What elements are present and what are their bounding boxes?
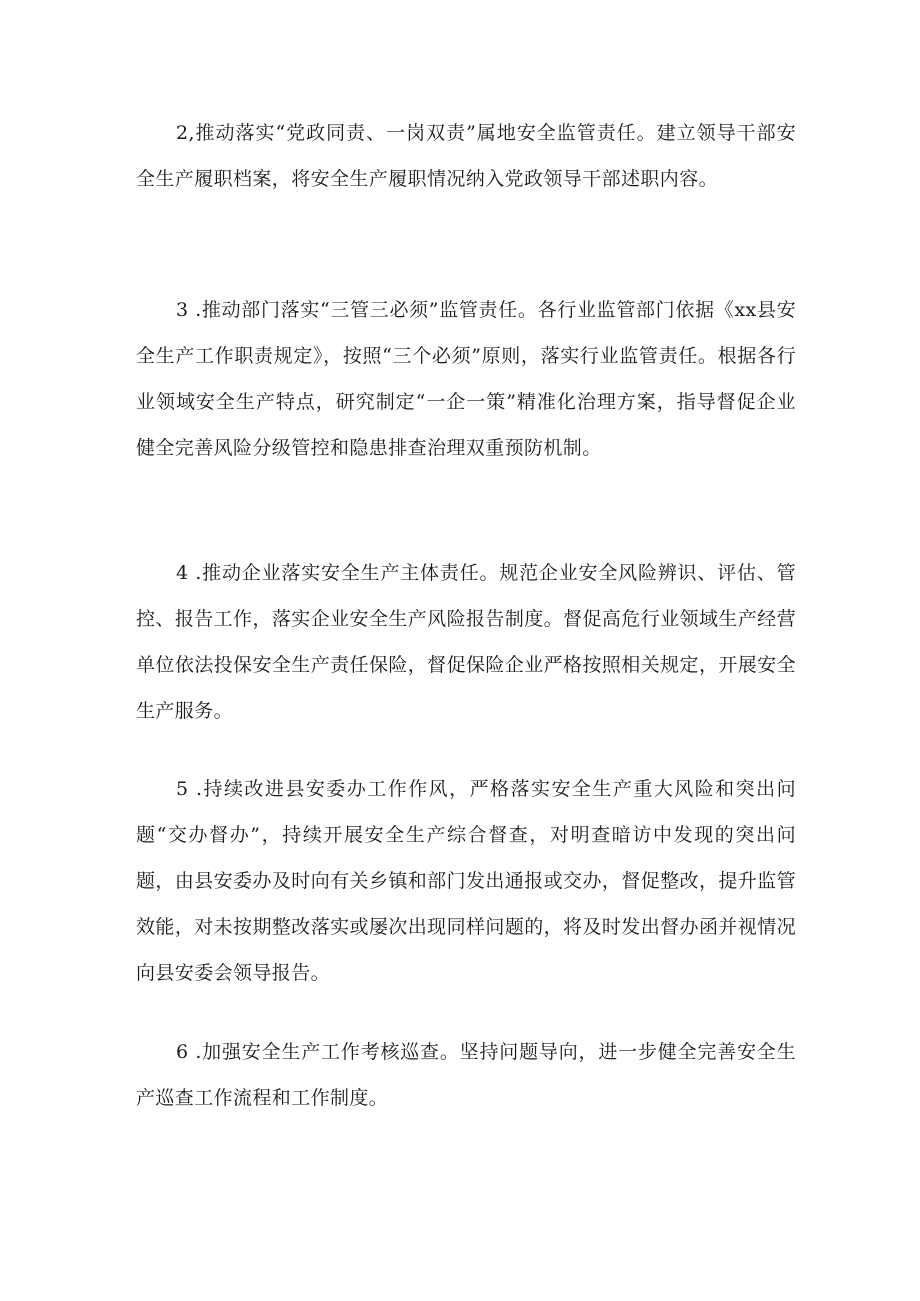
paragraph-item-3: 3 .推动部门落实“三管三必须”监管责任。各行业监管部门依据《xx县安全生产工作职责规定》，按照“三个必须”原则，落实行业监管责任。根据各行业领域安全生产特点，研究制定“一企一策”精准化治理方案，指导督促企业健全完善风险分级管控和隐患排查治理双重预防机制。 — [136, 299, 796, 459]
paragraph-item-2: 2,推动落实“党政同责、一岗双责”属地安全监管责任。建立领导干部安全生产履职档案，将安全生产履职情况纳入党政领导干部述职内容。 — [136, 122, 796, 190]
paragraph-item-4: 4 .推动企业落实安全生产主体责任。规范企业安全风险辨识、评估、管控、报告工作，落实企业安全生产风险报告制度。督促高危行业领域生产经营单位依法投保安全生产责任保险，督促保险企业严格按照相关规定，开展安全生产服务。 — [136, 562, 796, 722]
paragraph-item-5: 5 .持续改进县安委办工作作风，严格落实安全生产重大风险和突出问题“交办督办”，持续开展安全生产综合督查，对明查暗访中发现的突出问题，由县安委办及时向有关乡镇和部门发出通报或交办，督促整改，提升监管效能，对未按期整改落实或屡次出现同样问题的，将及时发出督办函并视情况向县安委会领导报告。 — [136, 778, 796, 984]
paragraph-item-6: 6 .加强安全生产工作考核巡查。坚持问题导向，进一步健全完善安全生产巡查工作流程和工作制度。 — [136, 1041, 796, 1109]
